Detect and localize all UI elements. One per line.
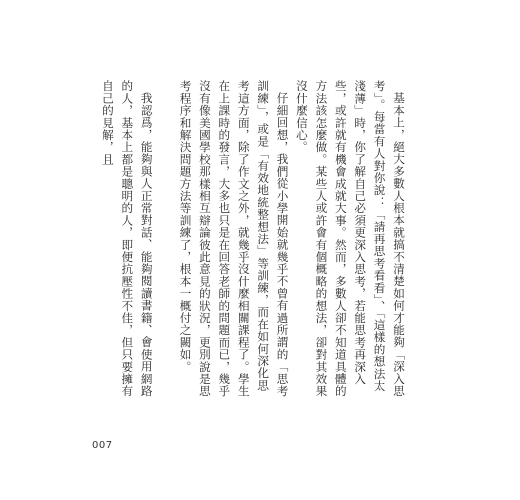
- page-number: 007: [92, 440, 113, 451]
- paragraph-3: 我認爲，能夠與人正常對話、能夠閱讀書籍、會使用網路的人，基本上都是聰明的人，即便抗壓性不佳，但只要擁有自己的見解，且: [100, 80, 154, 398]
- paragraph-2: 仔細回想，我們從小學開始就幾乎不曾有過所謂的「思考訓練」，或是「有效地統整想法」等訓練，而在如何深化思考這方面，除了作文之外，就幾乎沒什麼相關課程了。學生在上課時的發言，大多也只是在回答老師的問題而已，幾乎沒有像美國學校那樣相互辯論彼此意見的狀況，更別說是思考程序和解決問題方法等訓練了，根本一概付之闕如。: [178, 80, 290, 398]
- vertical-text-block: [100, 80, 408, 400]
- paragraph-1: 基本上，絕大多數人根本就搞不清楚如何才能夠「深入思考」。每當有人對你說：「請再思考看看」、「這樣的想法太淺薄」時，你了解自己必須更深入思考，若能思考再深入些，或許就有機會成就大事。然而，多數人卻不知道具體的方法該怎麼做。某些人或許會有個概略的想法，卻對其效果沒什麼信心。: [294, 80, 406, 398]
